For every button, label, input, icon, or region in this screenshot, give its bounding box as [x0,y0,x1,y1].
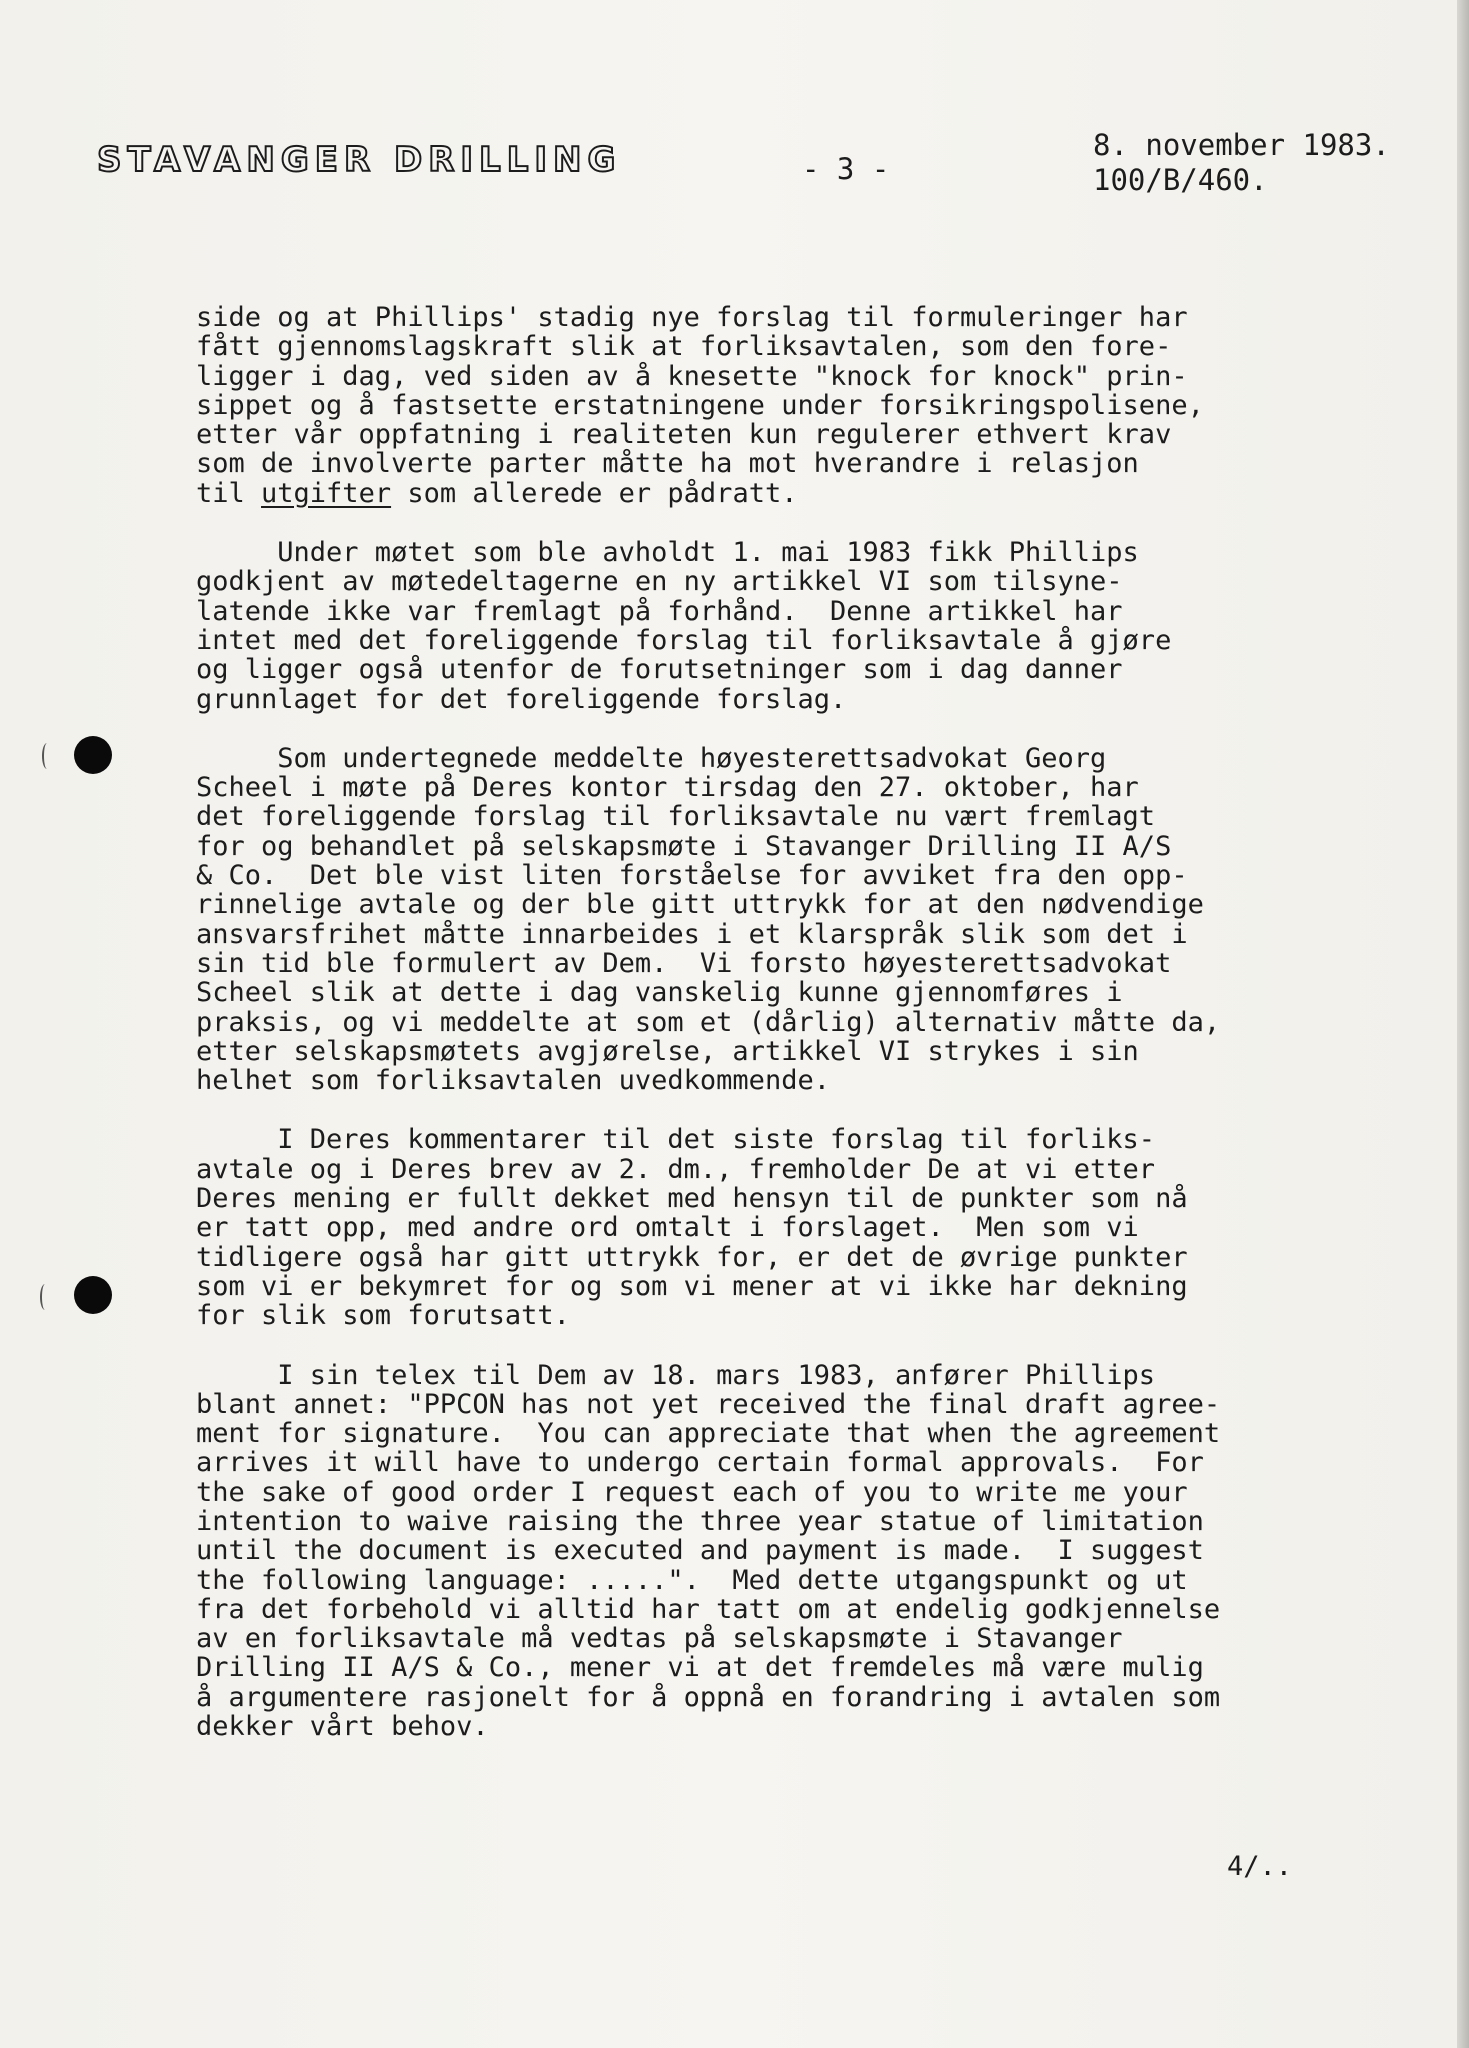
letter-date: 8. november 1983. [1093,128,1390,162]
text-line: for og behandlet på selskapsmøte i Stavanger Drilling II A/S [196,830,1172,862]
text-line: er tatt opp, med andre ord omtalt i forslaget. Men som vi [196,1212,1139,1244]
text-line: fra det forbehold vi alltid har tatt om at endelig godkjennelse [196,1593,1221,1625]
text-line: blant annet: "PPCON has not yet received the final draft agree- [196,1388,1221,1420]
page-edge-shadow [1457,0,1469,2048]
text-line: Som undertegnede meddelte høyesterettsadvokat Georg [196,742,1107,774]
letter-reference: 100/B/460. [1093,163,1268,197]
punch-hole-upper [74,736,112,774]
paragraph-1 [196,303,1336,508]
text-line: dekker vårt behov. [196,1711,489,1743]
text-line: Under møtet som ble avholdt 1. mai 1983 fikk Phillips [196,537,1139,569]
text-line [196,479,1336,508]
text-line: I Deres kommentarer til det siste forslag til forliks- [196,1124,1156,1156]
text-segment: til [196,477,262,509]
text-line: latende ikke var fremlagt på forhånd. Denne artikkel har [196,595,1123,627]
text-line: & Co. Det ble vist liten forståelse for avviket fra den opp- [196,860,1188,892]
underlined-word: utgifter [261,477,392,509]
company-letterhead: STAVANGER DRILLING [97,140,622,180]
text-line: og ligger også utenfor de forutsetninger som i dag danner [196,654,1123,686]
text-line: som vi er bekymret for og som vi mener at vi ikke har dekning [196,1270,1188,1302]
punch-hole-lower [74,1276,112,1314]
paragraph-5 [196,1361,1336,1742]
text-line: sippet og å fastsette erstatningene under forsikringspolisene, [196,389,1204,421]
text-line: Scheel slik at dette i dag vanskelig kunne gjennomføres i [196,977,1123,1009]
text-line: rinnelige avtale og der ble gitt uttrykk for at den nødvendige [196,889,1204,921]
text-line: the sake of good order I request each of you to write me your [196,1476,1188,1508]
paragraph-3 [196,744,1336,1096]
margin-mark-lower [40,1284,50,1310]
text-line: ment for signature. You can appreciate that when the agreement [196,1418,1221,1450]
text-line: etter selskapsmøtets avgjørelse, artikkel VI strykes i sin [196,1035,1139,1067]
text-line: for slik som forutsatt. [196,1300,570,1332]
text-line: avtale og i Deres brev av 2. dm., fremholder De at vi etter [196,1153,1156,1185]
text-line: I sin telex til Dem av 18. mars 1983, anfører Phillips [196,1359,1156,1391]
text-line: grunnlaget for det foreliggende forslag. [196,683,847,715]
letter-body [196,303,1336,1771]
text-line: fått gjennomslagskraft slik at forliksavtalen, som den fore- [196,331,1172,363]
text-line: det foreliggende forslag til forliksavtale nu vært fremlagt [196,801,1156,833]
text-line: Deres mening er fullt dekket med hensyn til de punkter som nå [196,1183,1188,1215]
text-line: ligger i dag, ved siden av å knesette "knock for knock" prin- [196,360,1188,392]
letter-meta [1093,128,1390,198]
text-line: sin tid ble formulert av Dem. Vi forsto høyesterettsadvokat [196,947,1172,979]
text-line: intention to waive raising the three year statue of limitation [196,1505,1204,1537]
margin-mark-upper [42,743,52,769]
text-line: helhet som forliksavtalen uvedkommende. [196,1065,830,1097]
text-line: intet med det foreliggende forslag til forliksavtale å gjøre [196,624,1172,656]
paragraph-2 [196,538,1336,714]
text-line: arrives it will have to undergo certain formal approvals. For [196,1447,1204,1479]
text-line: som de involverte parter måtte ha mot hverandre i relasjon [196,448,1139,480]
text-line: godkjent av møtedeltagerne en ny artikkel VI som tilsyne- [196,566,1123,598]
text-line: tidligere også har gitt uttrykk for, er det de øvrige punkter [196,1241,1188,1273]
continuation-marker: 4/.. [1227,1851,1293,1882]
text-line: etter vår oppfatning i realiteten kun regulerer ethvert krav [196,419,1172,451]
text-line: Scheel i møte på Deres kontor tirsdag den 27. oktober, har [196,772,1139,804]
text-line: Drilling II A/S & Co., mener vi at det fremdeles må være mulig [196,1652,1204,1684]
text-line: å argumentere rasjonelt for å oppnå en forandring i avtalen som [196,1681,1221,1713]
text-segment: som allerede er pådratt. [391,477,798,509]
text-line: side og at Phillips' stadig nye forslag til formuleringer har [196,302,1188,333]
text-line: av en forliksavtale må vedtas på selskapsmøte i Stavanger [196,1623,1123,1655]
page-number: - 3 - [802,152,890,186]
paragraph-4 [196,1125,1336,1330]
text-line: ansvarsfrihet måtte innarbeides i et klarspråk slik som det i [196,918,1188,950]
text-line: the following language: .....". Med dette utgangspunkt og ut [196,1564,1188,1596]
text-line: praksis, og vi meddelte at som et (dårlig) alternativ måtte da, [196,1006,1221,1038]
text-line: until the document is executed and payment is made. I suggest [196,1535,1204,1567]
